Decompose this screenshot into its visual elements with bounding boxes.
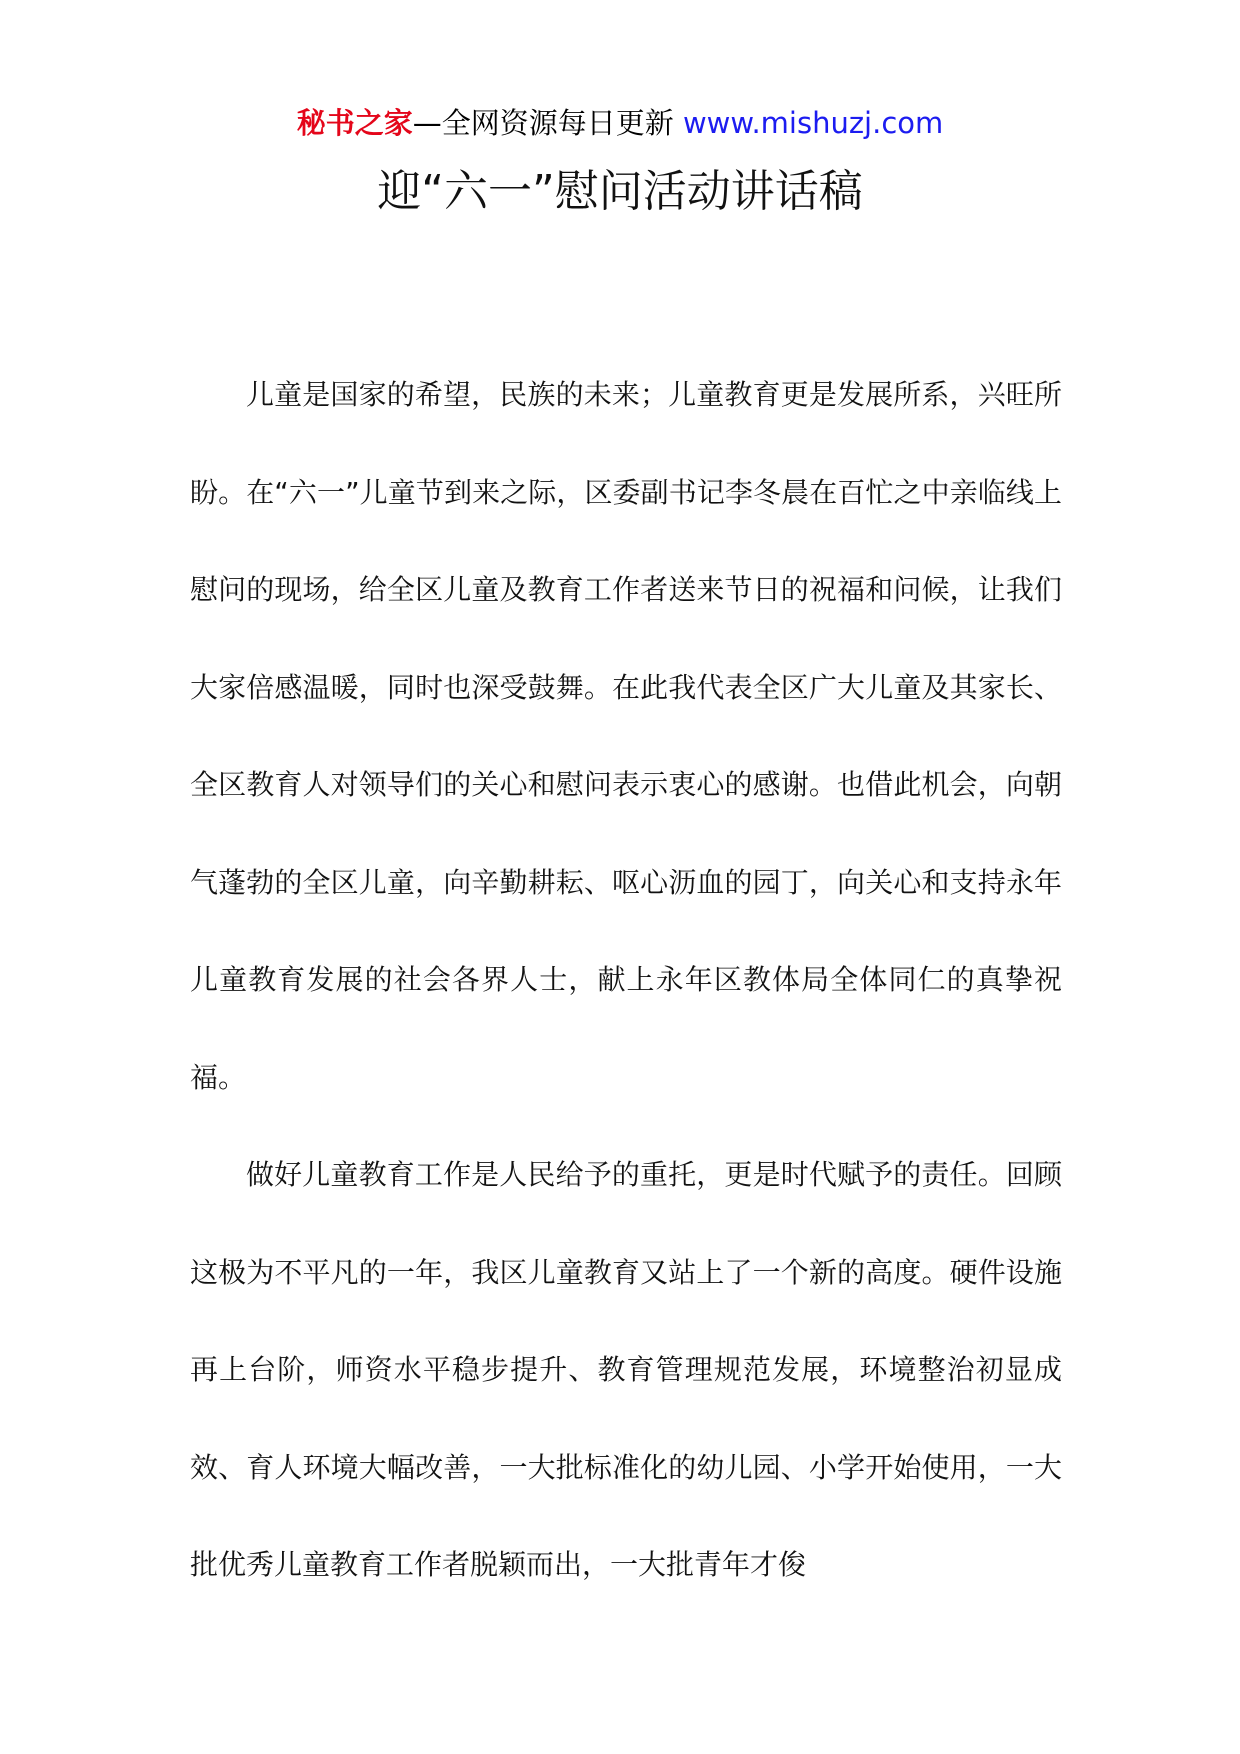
document-title: 迎“六一”慰问活动讲话稿 xyxy=(377,166,863,217)
site-brand: 秘书之家 xyxy=(296,106,413,140)
document-body xyxy=(190,346,1062,1614)
paragraph-2: 做好儿童教育工作是人民给予的重托，更是时代赋予的责任。回顾这极为不平凡的一年，我区儿童教育又站上了一个新的高度。硬件设施再上台阶，师资水平稳步提升、教育管理规范发展，环境整治初显成效、育人环境大幅改善，一大批标准化的幼儿园、小学开始使用，一大批优秀儿童教育工作者脱颖而出，一大批青年才俊 xyxy=(190,1158,1062,1581)
site-header xyxy=(0,103,1240,143)
site-tagline: —全网资源每日更新 xyxy=(412,106,674,140)
paragraph-1: 儿童是国家的希望，民族的未来；儿童教育更是发展所系，兴旺所盼。在“六一”儿童节到来之际，区委副书记李冬晨在百忙之中亲临线上慰问的现场，给全区儿童及教育工作者送来节日的祝福和问候，让我们大家倍感温暖，同时也深受鼓舞。在此我代表全区广大儿童及其家长、全区教育人对领导们的关心和慰问表示衷心的感谢。也借此机会，向朝气蓬勃的全区儿童，向辛勤耕耘、呕心沥血的园丁，向关心和支持永年儿童教育发展的社会各界人士，献上永年区教体局全体同仁的真挚祝福。 xyxy=(190,378,1062,1094)
site-url-link[interactable]: www.mishuzj.com xyxy=(682,106,944,140)
